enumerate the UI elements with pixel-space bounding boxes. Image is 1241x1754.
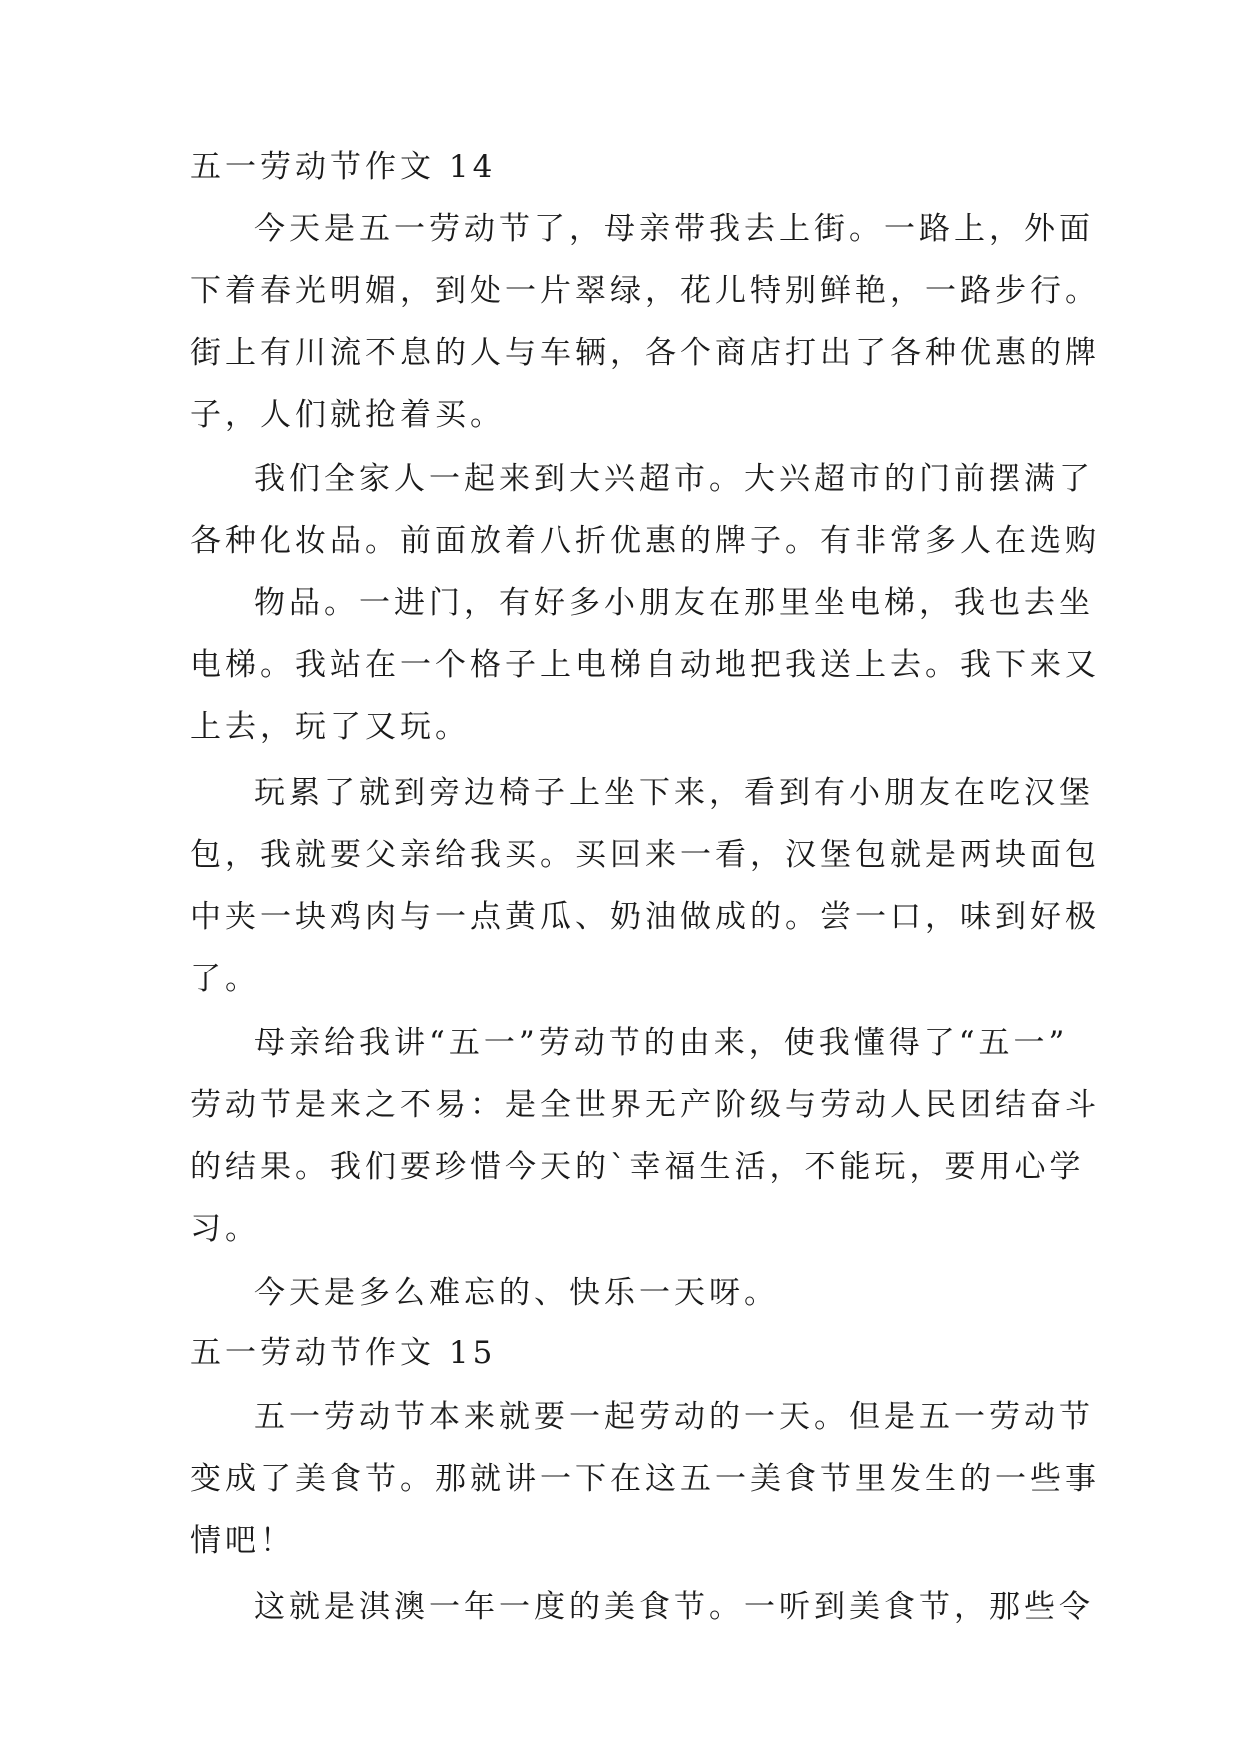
paragraph-line: 电梯。我站在一个格子上电梯自动地把我送上去。我下来又 xyxy=(190,647,1100,683)
paragraph-line: 包，我就要父亲给我买。买回来一看，汉堡包就是两块面包 xyxy=(190,837,1100,873)
paragraph xyxy=(190,1012,1100,1260)
paragraph xyxy=(190,762,1100,1010)
paragraph-line: 我们全家人一起来到大兴超市。大兴超市的门前摆满了 xyxy=(254,461,1094,497)
paragraph-line: 五一劳动节本来就要一起劳动的一天。但是五一劳动节 xyxy=(254,1399,1094,1435)
paragraph-line: 今天是多么难忘的、快乐一天呀。 xyxy=(254,1275,779,1311)
paragraph-line: 下着春光明媚，到处一片翠绿，花儿特别鲜艳，一路步行。 xyxy=(190,273,1100,309)
paragraph-line: 街上有川流不息的人与车辆，各个商店打出了各种优惠的牌 xyxy=(190,335,1100,371)
section-title: 五一劳动节作文 14 xyxy=(190,149,497,185)
paragraph-line: 今天是五一劳动节了，母亲带我去上街。一路上，外面 xyxy=(254,211,1094,247)
paragraph xyxy=(190,1576,1094,1638)
paragraph-line: 情吧！ xyxy=(190,1523,295,1559)
paragraph-line: 玩累了就到旁边椅子上坐下来，看到有小朋友在吃汉堡 xyxy=(254,775,1094,811)
paragraph-line: 劳动节是来之不易：是全世界无产阶级与劳动人民团结奋斗 xyxy=(190,1087,1100,1123)
paragraph-line: 的结果。我们要珍惜今天的`幸福生活，不能玩，要用心学 xyxy=(190,1149,1085,1185)
paragraph-line: 习。 xyxy=(190,1211,260,1247)
paragraph xyxy=(190,448,1100,572)
section-title: 五一劳动节作文 15 xyxy=(190,1335,497,1371)
paragraph xyxy=(190,572,1100,758)
section-heading xyxy=(190,1322,1070,1384)
paragraph xyxy=(190,1262,1070,1324)
paragraph-line: 这就是淇澳一年一度的美食节。一听到美食节，那些令 xyxy=(254,1589,1094,1625)
paragraph-line: 上去，玩了又玩。 xyxy=(190,709,470,745)
paragraph xyxy=(190,198,1100,446)
paragraph-line: 物品。一进门，有好多小朋友在那里坐电梯，我也去坐 xyxy=(254,585,1094,621)
paragraph-line: 中夹一块鸡肉与一点黄瓜、奶油做成的。尝一口，味到好极 xyxy=(190,899,1100,935)
paragraph-line: 变成了美食节。那就讲一下在这五一美食节里发生的一些事 xyxy=(190,1461,1100,1497)
paragraph xyxy=(190,1386,1100,1572)
paragraph-line: 各种化妆品。前面放着八折优惠的牌子。有非常多人在选购 xyxy=(190,523,1100,559)
paragraph-line: 母亲给我讲“五一”劳动节的由来，使我懂得了“五一” xyxy=(254,1025,1069,1061)
paragraph-line: 子，人们就抢着买。 xyxy=(190,397,505,433)
paragraph-line: 了。 xyxy=(190,961,260,997)
section-heading xyxy=(190,136,1070,198)
